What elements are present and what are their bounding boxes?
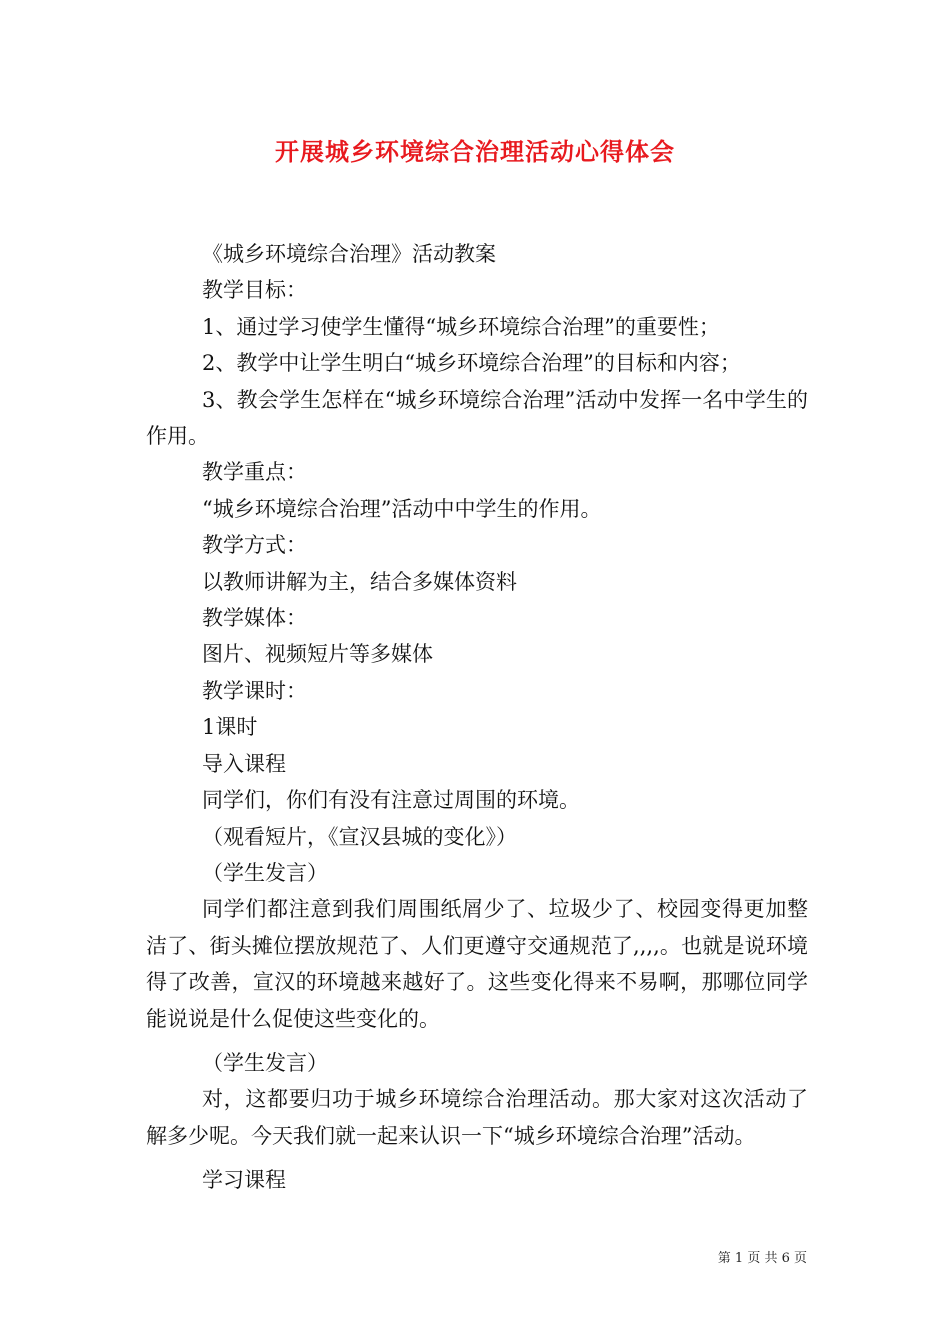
paragraph-study-heading: 学习课程: [202, 1168, 286, 1193]
paragraph-student-speak-1: （学生发言）: [202, 860, 328, 885]
paragraph-student-speak-2: （学生发言）: [202, 1050, 328, 1075]
paragraph-focus: “城乡环境综合治理”活动中中学生的作用。: [202, 496, 602, 521]
paragraph-goal-2: 2、教学中让学生明白“城乡环境综合治理”的目标和内容；: [202, 351, 741, 376]
paragraph-watch-video: （观看短片，《宣汉县城的变化》）: [202, 824, 517, 849]
paragraph-goals-heading: 教学目标：: [202, 278, 307, 303]
document-body: [146, 236, 808, 1199]
paragraph-intro-heading: 导入课程: [202, 751, 286, 776]
paragraph-changes: 同学们都注意到我们周围纸屑少了、垃圾少了、校园变得更加整洁了、街头摊位摆放规范了、人们更遵守交通规范了,,,,。也就是说环境得了改善，宣汉的环境越来越好了。这些变化得来不易啊，那哪位同学能说说是什么促使这些变化的。: [146, 897, 808, 1031]
paragraph-lesson-plan-title: 《城乡环境综合治理》活动教案: [202, 242, 496, 266]
paragraph-method-heading: 教学方式：: [202, 533, 307, 558]
paragraph-hours: 1课时: [202, 715, 258, 740]
paragraph-intro-question: 同学们，你们有没有注意过周围的环境。: [202, 788, 580, 813]
paragraph-credit-activity: 对，这都要归功于城乡环境综合治理活动。那大家对这次活动了解多少呢。今天我们就一起来认识一下“城乡环境综合治理”活动。: [146, 1087, 808, 1148]
document-title: 开展城乡环境综合治理活动心得体会: [275, 137, 675, 166]
paragraph-hours-heading: 教学课时：: [202, 678, 307, 703]
paragraph-focus-heading: 教学重点：: [202, 460, 307, 485]
paragraph-method: 以教师讲解为主，结合多媒体资料: [202, 569, 517, 594]
paragraph-goal-1: 1、通过学习使学生懂得“城乡环境综合治理”的重要性；: [202, 314, 720, 339]
paragraph-goal-3: 3、教会学生怎样在“城乡环境综合治理”活动中发挥一名中学生的作用。: [146, 387, 808, 449]
paragraph-media-heading: 教学媒体：: [202, 606, 307, 631]
paragraph-media: 图片、视频短片等多媒体: [202, 642, 433, 667]
page-number-footer: 第 1 页 共 6 页: [717, 1251, 807, 1266]
